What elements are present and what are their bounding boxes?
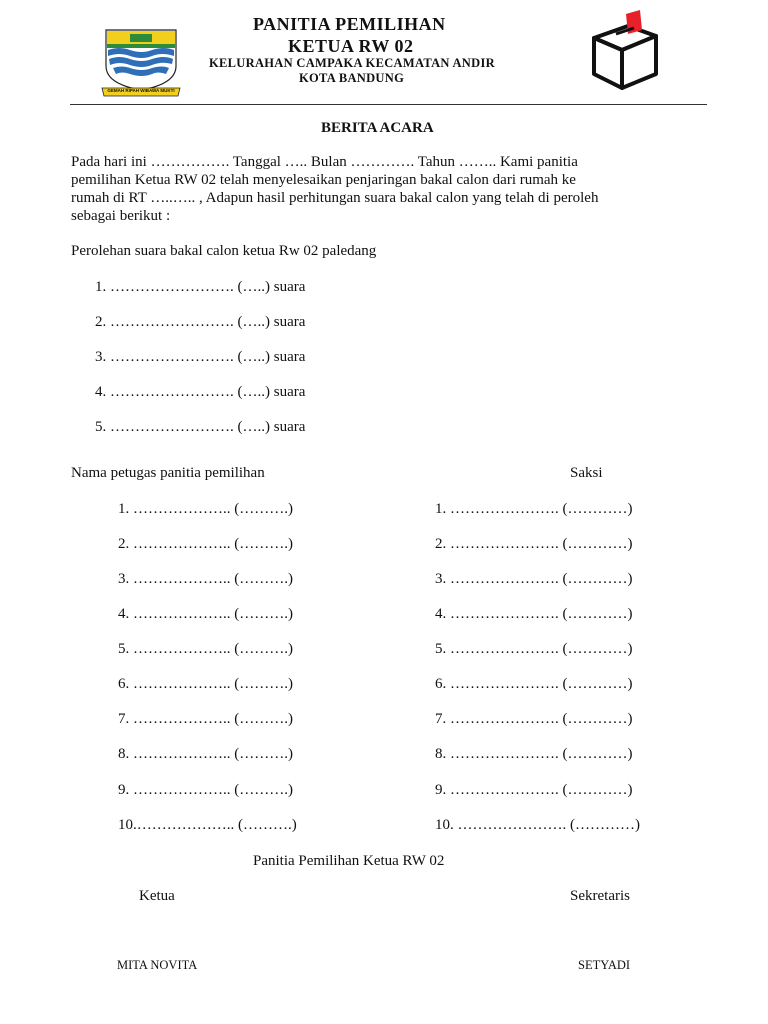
votes-heading: Perolehan suara bakal calon ketua Rw 02 paledang: [71, 243, 377, 259]
chair-name: MITA NOVITA: [117, 958, 198, 972]
secretary-name: SETYADI: [578, 958, 631, 972]
committee-item: 3. ……………….. (……….): [118, 571, 293, 587]
witness-item: 6. …………………. (…………): [435, 676, 633, 692]
secretary-label: Sekretaris: [570, 888, 630, 904]
ballot-box-icon: [588, 8, 662, 94]
witness-item: 3. …………………. (…………): [435, 571, 633, 587]
vote-item: 3. ……………………. (…..) suara: [95, 349, 306, 365]
chair-label: Ketua: [139, 888, 175, 904]
witness-item: 9. …………………. (…………): [435, 782, 633, 798]
witness-item: 7. …………………. (…………): [435, 711, 633, 727]
vote-item: 1. ……………………. (…..) suara: [95, 279, 306, 295]
intro-line: rumah di RT …..….. , Adapun hasil perhitungan suara bakal calon yang telah di peroleh: [71, 190, 599, 206]
committee-item: 6. ……………….. (……….): [118, 676, 293, 692]
witness-item: 8. …………………. (…………): [435, 746, 633, 762]
vote-item: 2. ……………………. (…..) suara: [95, 314, 306, 330]
footer-heading: Panitia Pemilihan Ketua RW 02: [253, 853, 445, 869]
logo-motto: GEMAH RIPAH WIBAWA MUKTI: [107, 88, 175, 93]
witness-item: 1. …………………. (…………): [435, 501, 633, 517]
header-title-line2: KETUA RW 02: [288, 36, 414, 56]
witness-item: 5. …………………. (…………): [435, 641, 633, 657]
committee-item: 10.……………….. (……….): [118, 817, 297, 833]
witness-item: 2. …………………. (…………): [435, 536, 633, 552]
header-subtitle-line2: KOTA BANDUNG: [299, 71, 405, 85]
committee-item: 4. ……………….. (……….): [118, 606, 293, 622]
committee-item: 9. ……………….. (……….): [118, 782, 293, 798]
intro-line: pemilihan Ketua RW 02 telah menyelesaikan penjaringan bakal calon dari rumah ke: [71, 172, 576, 188]
witness-heading: Saksi: [570, 465, 603, 481]
vote-item: 4. ……………………. (…..) suara: [95, 384, 306, 400]
witness-item: 10. …………………. (…………): [435, 817, 640, 833]
committee-item: 7. ……………….. (……….): [118, 711, 293, 727]
committee-item: 1. ……………….. (……….): [118, 501, 293, 517]
header-title-line1: PANITIA PEMILIHAN: [253, 14, 446, 34]
header-subtitle-line1: KELURAHAN CAMPAKA KECAMATAN ANDIR: [209, 56, 495, 70]
document-title: BERITA ACARA: [321, 120, 434, 136]
witness-item: 4. …………………. (…………): [435, 606, 633, 622]
committee-heading: Nama petugas panitia pemilihan: [71, 465, 265, 481]
committee-item: 5. ……………….. (……….): [118, 641, 293, 657]
committee-item: 2. ……………….. (……….): [118, 536, 293, 552]
header-divider: [70, 104, 707, 105]
intro-line: sebagai berikut :: [71, 208, 171, 224]
committee-item: 8. ……………….. (……….): [118, 746, 293, 762]
vote-item: 5. ……………………. (…..) suara: [95, 419, 306, 435]
intro-line: Pada hari ini ……………. Tanggal ….. Bulan …………. Tahun …….. Kami panitia: [71, 154, 578, 170]
